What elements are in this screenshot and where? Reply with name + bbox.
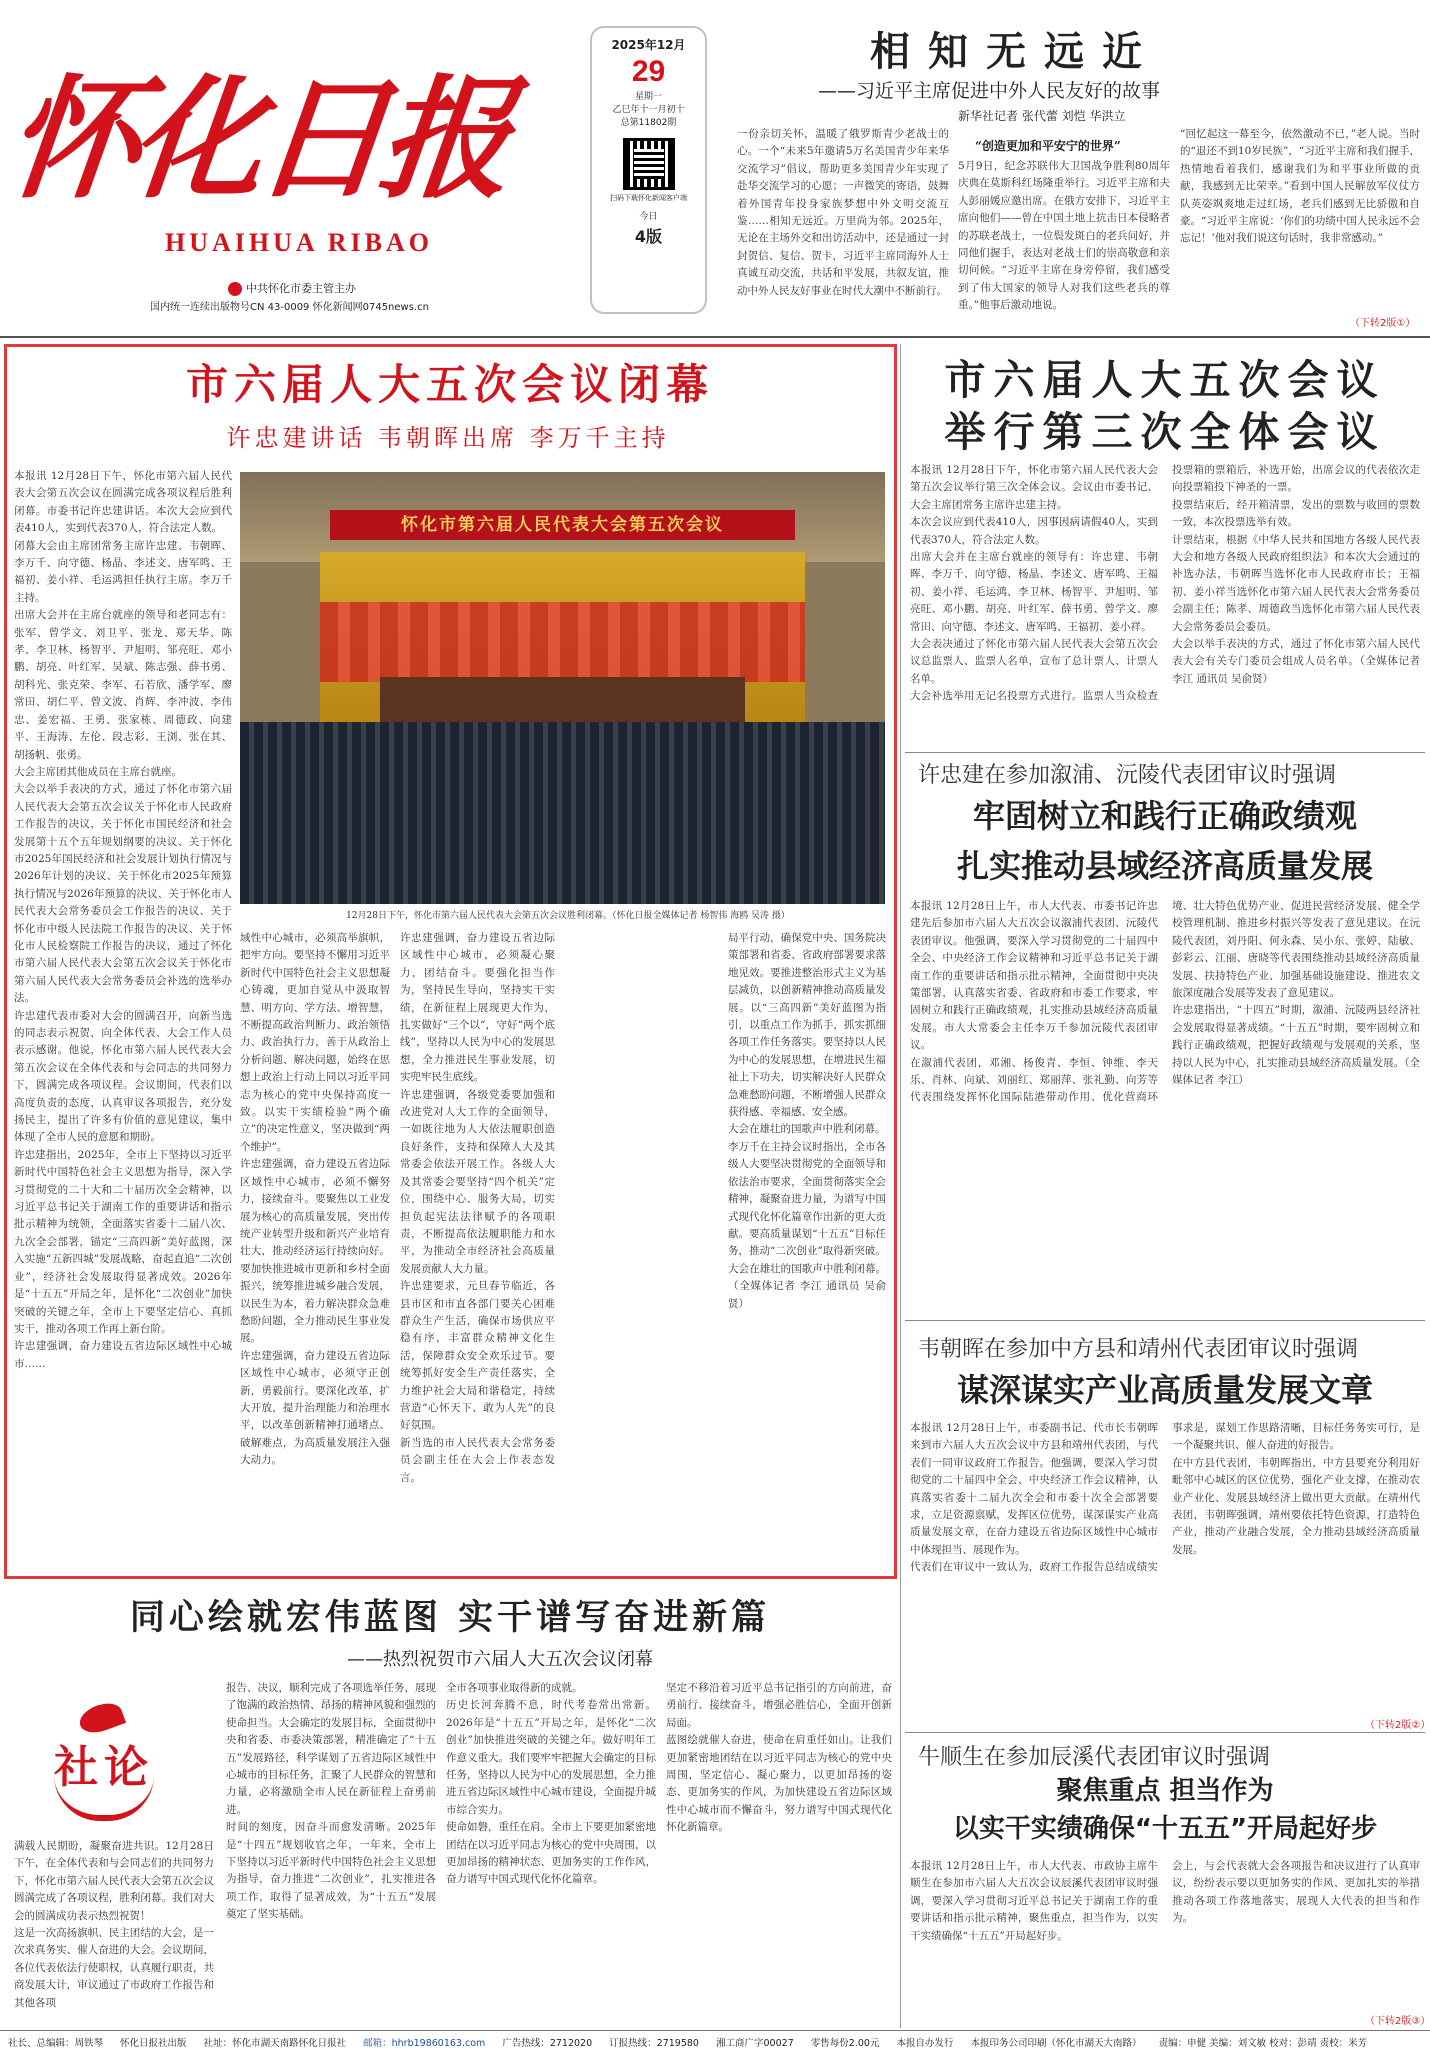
masthead-cn-line: 国内统一连续出版物号CN 43-0009 怀化新闻网0745news.cn xyxy=(150,302,429,313)
top-story-quote: “创造更加和平安宁的世界” xyxy=(975,139,1121,153)
qr-code-icon[interactable] xyxy=(623,138,675,190)
footer-item: 订报热线：2719580 xyxy=(609,2038,699,2049)
editorial-title[interactable]: 同心绘就宏伟蓝图 实干谱写奋进新篇 xyxy=(129,1597,771,1638)
masthead-title: 怀化日报 xyxy=(0,62,513,217)
photo-wall-left xyxy=(240,562,320,732)
sponsor-text: 中共怀化市委主管主办 xyxy=(246,282,356,295)
today-label: 今日 xyxy=(639,212,658,222)
editorial-col1: 满载人民期盼，凝聚奋进共识。12月28日下午，在全体代表和与会同志们的共同努力下，怀化市第六届人民代表大会第五次会议圆满完成了各项议程，胜利闭幕。我们对大会的圆满成功表示热烈祝贺！ 这是一次高扬旗帜、民主团结的大会，是一次求真务实、催人奋进的大会。会议期间，各位代表依法行使职权，认真履行职责，共商发展大计，审议通过了市政府工作报告和其他各项 xyxy=(14,1840,214,2009)
footer-item: 广告热线：2712020 xyxy=(502,2038,593,2049)
right-divider-1 xyxy=(905,752,1425,753)
right-story4-body: 本报讯 12月28日上午，市人大代表、市政协主席牛顺生在参加市六届人大五次会议辰溪代表团审议时强调，要深入学习贯彻习近平总书记关于湖南工作的重要讲话和指示批示精神，聚焦重点，担当作为，以实干实绩确保“十五五”开局起好步。 会上，与会代表就大会各项报告和决议进行了认真审议，纷纷表示要以更加务实的作风、更加扎实的举措推动各项工作落地落实，展现人大代表的担当和作为。 xyxy=(910,1860,1420,1942)
footer-email[interactable]: 邮箱：hhrb19860163.com xyxy=(363,2038,486,2049)
lead-story-col-mid2-b xyxy=(565,930,720,1570)
top-story-col1: 一份亲切关怀，温暖了俄罗斯青少老战士的心。一个“未来5年邀请5万名美国青少年来华交流学习”倡议，帮助更多美国青少年实现了赴华交流学习的心愿；一声微笑的寄语，鼓舞着外国青年投身家族梦想中外文明交流互鉴……相知无远近。万里尚为邻。2025年，无论在主场外交和出访活动中，还是通过一封封贺信、复信、贺卡，习近平主席同海外人士真诚互动交流，共话和平发展，共叙友谊，推动中外人民友好事业在时代大潮中不断前行。 xyxy=(737,128,949,297)
footer-item: 责编：申健 美编：刘文敏 校对：彭靖 责校：米芳 xyxy=(1158,2038,1368,2049)
right-story3-title[interactable]: 谋深谋实产业高质量发展文章 xyxy=(956,1371,1373,1409)
right-story3-continue[interactable]: （下转2版②） xyxy=(1365,1720,1430,1731)
right-story4-title-line2[interactable]: 以实干实绩确保“十五五”开局起好步 xyxy=(952,1814,1378,1844)
footer-item: 本报自办发行 xyxy=(896,2038,954,2049)
photo-audience xyxy=(240,722,885,904)
date-box xyxy=(590,26,707,314)
footer-item: 湘工商广字00027 xyxy=(716,2038,794,2049)
masthead-pinyin: HUAIHUA RIBAO xyxy=(165,228,433,257)
footer-item: 社址：怀化市湖天南路怀化日报社 xyxy=(203,2038,347,2049)
footer-item: 本报印务公司印刷（怀化市湖天大南路） xyxy=(970,2038,1142,2049)
page-count: 4版 xyxy=(634,227,663,246)
right-story3-body: 本报讯 12月28日上午，市委副书记、代市长韦朝晖来到市六届人大五次会议中方县和靖州代表团，与代表们一同审议政府工作报告。他强调，要深入学习贯彻党的二十届四中全会、中央经济工作会议精神，认真落实省委十二届九次全会和市委十次全会部署要求，立足资源禀赋，发挥区位优势，谋深谋实产业高质量发展文章，在奋力建设五省边际区域性中心城市中体现担当、展现作为。 代表们在审议中一致认为，政府工作报告总结成绩实事求是，谋划工作思路清晰，目标任务务实可行，是一个凝聚共识、催人奋进的好报告。 在中方县代表团，韦朝晖指出，中方县要充分利用好毗邻中心城区的区位优势，强化产业支撑，在推动农业产业化、发展县域经济上做出更大贡献。在靖州代表团，韦朝晖强调，靖州要依托特色资源，打造特色产业，推动产业融合发展，全力推动县域经济高质量发展。 xyxy=(910,1422,1420,1574)
right-story2-kicker: 许忠建在参加溆浦、沅陵代表团审议时强调 xyxy=(918,763,1337,788)
lunar-date: 乙巳年十一月初十 xyxy=(612,105,685,115)
session-photo xyxy=(240,472,885,904)
editorial-badge-text: 社论 xyxy=(54,1742,154,1793)
right-story4-kicker: 牛顺生在参加辰溪代表团审议时强调 xyxy=(918,1745,1271,1770)
top-story-col3: “回忆起这一幕至今，依然激动不已，”老人说。当时的“退还不到10岁民族”，“习近平主席和我们握手，热情地看着我们，感谢我们为和平事业所做的贡献，我感到无比荣幸。”看到中国人民解放军仪仗方队英姿飒爽地走过红场，老兵们感到无比骄傲和自豪。“习近平主席说：‘你们的功绩中国人民永远不会忘记！’他对我们说这句话时，我非常感动。” xyxy=(1180,128,1420,245)
right-story2-title-line1[interactable]: 牢固树立和践行正确政绩观 xyxy=(972,797,1357,835)
photo-caption: 12月28日下午，怀化市第六届人民代表大会第五次会议胜利闭幕。（怀化日报全媒体记者 杨智伟 海鸥 吴涛 摄） xyxy=(346,911,790,921)
lead-story-col-mid2-a: 许忠建强调，奋力建设五省边际区域性中心城市，必须凝心聚力，团结奋斗。要强化担当作为，坚持民生导向，坚持实干实绩，在新征程上展现更大作为，扎实做好“三个以”，守好“两个底线”，坚持以人民为中心的发展思想，全力推进民生事业发展，切实兜牢民生底线。 许忠建强调，各级党委要加强和改进党对人大工作的全面领导，一如既往地为人大依法履职创造良好条件，支持和保障人大及其常委会依法开展工作。各级人大及其常委会要坚持“四个机关”定位，围绕中心、服务大局，切实担负起宪法法律赋予的各项职责，不断提高依法履职能力和水平，为推动全市经济社会高质量发展贡献人大力量。 许忠建要求，元旦春节临近，各县市区和市直各部门要关心困难群众生产生活，确保市场供应平稳有序，丰富群众精神文化生活，保障群众安全欢乐过节。要统筹抓好安全生产责任落实，全力维护社会大局和谐稳定，持续营造“心怀天下、敢为人先”的良好氛围。 新当选的市人民代表大会常务委员会副主任在大会上作表态发言。 xyxy=(400,932,555,1484)
qr-note: 扫码下载怀化新闻客户端 xyxy=(610,194,687,202)
right-divider-3 xyxy=(905,1732,1425,1733)
top-story-col2: 5月9日，纪念苏联伟大卫国战争胜利80周年庆典在莫斯科红场隆重举行。习近平主席和夫人彭丽媛应邀出席。在俄方安排下，习近平主席向他们——曾在中国土地上抗击日本侵略者的苏联老战士，一位鬓发斑白的老兵问好，并同他们握手，表达对老战士们的崇高敬意和亲切问候。“习近平主席在身旁停留，我们感受到了伟大国家的领导人对我们这些老兵的尊重。”他事后激动地说。 xyxy=(958,160,1170,312)
photo-banner: 怀化市第六届人民代表大会第五次会议 xyxy=(330,510,795,540)
footer xyxy=(0,2030,1430,2051)
masthead-divider xyxy=(0,336,1430,338)
editorial-subtitle: ——热烈祝贺市六届人大五次会议闭幕 xyxy=(347,1649,653,1670)
footer-item: 零售每份2.00元 xyxy=(810,2038,880,2049)
editorial-col4: 坚定不移沿着习近平总书记指引的方向前进，奋勇前行、接续奋斗，增强必胜信心，全面开创新局面。 蓝图绘就催人奋进，使命在肩重任如山。让我们更加紧密地团结在以习近平同志为核心的党中央周围，坚定信心、凝心聚力，以更加昂扬的姿态、更加务实的作风，为加快建设五省边际区域性中心城市而不懈奋斗，努力谱写中国式现代化怀化新篇章。 xyxy=(666,1682,892,1834)
lead-story-subtitle: 许忠建讲话 韦朝晖出席 李万千主持 xyxy=(226,424,670,452)
weekday: 星期一 xyxy=(634,92,662,102)
column-divider xyxy=(900,344,901,2028)
lead-story-col-left: 本报讯 12月28日下午，怀化市第六届人民代表大会第五次会议在圆满完成各项议程后胜利闭幕。市委书记许忠建讲话。本次大会应到代表410人，实到代表370人，符合法定人数。 闭幕大会由主席团常务主席许忠建、韦朝晖、李万千、向守德、杨晶、李述文、唐军鸣、王福初、姜小祥、毛运鸿担任执行主席。李万千主持。 出席大会并在主席台就座的领导和老同志有：张军、曾学文、刘卫平、张龙、郑天华、陈孝、李卫林、杨智平、尹旭明、邹亮旺、邓小鹏、胡亮、叶红军、吴斌、陈志强、薛书勇、胡科光、张克荣、李军、石若欣、潘学军、廖常田、胡仁平、曾文波、肖辉、李冲波、李伟忠、姜宏福、王勇、张家栋、周德政、向建平、王海涛、左伦、段志彩、王浏、张在其、胡扬帆、张勇。 大会主席团其他成员在主席台就座。 大会以举手表决的方式，通过了怀化市第六届人民代表大会第五次会议关于怀化市人民政府工作报告的决议，关于怀化市国民经济和社会发展第十五个五年规划纲要的决议、关于怀化市2025年国民经济和社会发展计划执行情况与2026年计划的决议、关于怀化市2025年预算执行情况与2026年预算的决议、关于怀化市人民代表大会常务委员会工作报告的决议、关于怀化市中级人民法院工作报告的决议、关于怀化市人民检察院工作报告的决议，通过了怀化市第六届人民代表大会第五次会议关于怀化市第六届人民代表大会常务委员会补选的选举办法。 许忠建代表市委对大会的圆满召开，向新当选的同志表示祝贺，向全体代表、大会工作人员表示感谢。他说，怀化市第六届人民代表大会第五次会议在全体代表和与会同志的共同努力下，圆满完成各项议程。会议期间，代表们以高度负责的态度，认真审议各项报告，充分发扬民主，提出了许多有价值的意见建议，集中体现了全市人民的意愿和期盼。 许忠建指出，2025年，全市上下坚持以习近平新时代中国特色社会主义思想为指导，深入学习贯彻党的二十大和二十届历次全会精神，以习近平总书记关于湖南工作的重要讲话和指示批示精神为统领，全面落实省委十二届八次、九次全会部署，锚定“三高四新”美好蓝图，深入实施“五新四城”发展战略，奋起直追“二次创业”，经济社会发展取得显著成效。2026年是“十五五”开局之年，是怀化“二次创业”加快突破的关键之年，全市上下要坚定信心、真抓实干，推动各项工作再上新台阶。 许忠建强调，奋力建设五省边际区域性中心城市…… xyxy=(14,470,232,1370)
top-story-byline: 新华社记者 张代蕾 刘恺 华洪立 xyxy=(958,109,1126,123)
editorial-badge xyxy=(24,1705,184,1825)
editorial-col2: 报告、决议，顺利完成了各项选举任务，展现了饱满的政治热情、昂扬的精神风貌和强烈的使命担当。大会确定的发展目标，全面贯彻中央和省委、市委决策部署，精准确定了“十五五”发展路径，科学谋划了五省边际区域性中心城市的目标任务，汇聚了人民群众的智慧和力量，必将激励全市人民在新征程上奋勇前进。 时间的刻度，因奋斗而愈发清晰。2025年是“十四五”规划收官之年，一年来，全市上下坚持以习近平新时代中国特色社会主义思想为指导，奋力推进“二次创业”，扎实推进各项工作，取得了显著成效，为“十五五”发展奠定了坚实基础。 xyxy=(226,1682,436,1921)
top-story-title[interactable]: 相知无远近 xyxy=(870,29,1160,75)
footer-item: 怀化日报社出版 xyxy=(120,2038,187,2049)
right-story1-body: 本报讯 12月28日下午，怀化市第六届人民代表大会第五次会议举行第三次全体会议。会议由市委书记、大会主席团常务主席许忠建主持。 本次会议应到代表410人，因事因病请假40人，实到代表370人，符合法定人数。 出席大会并在主席台就座的领导有：许忠建、韦朝晖、李万千、向守德、杨晶、李述文、唐军鸣、王福初、姜小祥、毛运鸿、李卫林、杨智平、尹旭明、邹亮旺、邓小鹏、胡亮、叶红军、薛书勇、曾学文、廖常田、向守德、李述文、唐军鸣、王福初、姜小祥。 大会表决通过了怀化市第六届人民代表大会第五次会议总监票人、监票人名单，宣布了总计票人、计票人名单。 大会补选举用无记名投票方式进行。监票人当众检查投票箱的票箱后，补选开始，出席会议的代表依次走向投票箱投下神圣的一票。 投票结束后，经开箱清票，发出的票数与收回的票数一致，本次投票选举有效。 计票结束，根据《中华人民共和国地方各级人民代表大会和地方各级人民政府组织法》和本次大会通过的补选办法，韦朝晖当选怀化市人民政府市长；王福初、姜小祥当选怀化市第六届人民代表大会常务委员会副主任；陈孝、周德政当选怀化市第六届人民代表大会常务委员会委员。 大会以举手表决的方式，通过了怀化市第六届人民代表大会有关专门委员会组成人员名单。（全媒体记者 李江 通讯员 吴俞贤） xyxy=(910,464,1420,703)
right-story2-body: 本报讯 12月28日上午，市人大代表、市委书记许忠建先后参加市六届人大五次会议溆浦代表团、沅陵代表团审议。他强调，要深入学习贯彻党的二十届四中全会、中央经济工作会议精神和习近平总书记关于湖南工作的重要讲话和指示批示精神，全面贯彻中央决策部署，认真落实省委、省政府和市委工作要求，牢固树立和践行正确政绩观，扎实推动县域经济高质量发展。市人大常委会主任李万千参加沅陵代表团审议。 在溆浦代表团，邓湘、杨俊青、李恒、钟维、李天乐、肖林、向斌、刘丽红、郑丽萍、张礼勤、向芳等代表围绕发挥怀化国际陆港带动作用、优化营商环境、壮大特色优势产业、促进民营经济发展、健全学校管理机制、推进乡村振兴等发表了意见建议。在沅陵代表团，刘丹阳、何永森、吴小东、张婷、陆敏、彭彩云、江丽、唐晓等代表围绕推动县域经济高质量发展、扶持特色产业、加强基础设施建设、推进农文旅深度融合发展等发表了意见建议。 许忠建指出，“十四五”时期，溆浦、沅陵两县经济社会发展取得显著成绩。“十五五”时期，要牢固树立和践行正确政绩观，把握好政绩观与发展观的关系，坚持以人民为中心，扎实推动县域经济高质量发展。（全媒体记者 李江） xyxy=(910,900,1420,1104)
right-story3-kicker: 韦朝晖在参加中方县和靖州代表团审议时强调 xyxy=(918,1337,1359,1362)
photo-flags xyxy=(320,602,805,682)
top-story-continue[interactable]: （下转2版①） xyxy=(1350,318,1416,329)
right-story2-title-line2[interactable]: 扎实推动县域经济高质量发展 xyxy=(956,847,1373,885)
right-story4-continue[interactable]: （下转2版③） xyxy=(1365,2016,1430,2027)
day: 29 xyxy=(631,55,666,88)
lead-story-col-mid1: 域性中心城市，必须高举旗帜，把牢方向。要坚持不懈用习近平新时代中国特色社会主义思想凝心铸魂，更加自觉从中汲取智慧、明方向、学方法、增智慧，不断提高政治判断力、政治领悟力、政治执行力，善于从政治上分析问题、解决问题，始终在思想上政治上行动上同以习近平同志为核心的党中央保持高度一致。以实干实绩检验“两个确立”的决定性意义，坚决做到“两个维护”。 许忠建强调，奋力建设五省边际区域性中心城市，必须不懈努力，接续奋斗。要聚焦以工业发展为核心的高质量发展，突出传统产业转型升级和新兴产业培育壮大，推动经济运行持续向好。要加快推进城市更新和乡村全面振兴，统筹推进城乡融合发展，以民生为本，着力解决群众急难愁盼问题，全力推动民生事业发展。 许忠建强调，奋力建设五省边际区域性中心城市，必须守正创新，勇毅前行。要深化改革，扩大开放，提升治理能力和治理水平，以改革创新精神打通堵点、破解难点，为高质量发展注入强大动力。 xyxy=(240,932,390,1467)
issue-number: 总第11802期 xyxy=(620,118,677,128)
right-story1-title-line1[interactable]: 市六届人大五次会议 xyxy=(944,356,1386,404)
right-story4-title-line1[interactable]: 聚焦重点 担当作为 xyxy=(1056,1776,1274,1806)
masthead-sponsor xyxy=(228,280,356,296)
year-month: 2025年12月 xyxy=(611,38,686,52)
party-emblem-icon xyxy=(228,282,242,296)
top-story-subtitle: ——习近平主席促进中外人民友好的故事 xyxy=(818,80,1161,102)
lead-story-title[interactable]: 市六届人大五次会议闭幕 xyxy=(185,360,714,409)
right-divider-2 xyxy=(905,1320,1425,1321)
editorial-col3: 全市各项事业取得新的成就。 历史长河奔腾不息，时代考卷常出常新。2026年是“十五五”开局之年，是怀化“二次创业”加快推进突破的关键之年。做好明年工作意义重大。我们要牢牢把握大会确定的目标任务，坚持以人民为中心的发展思想，全力推进五省边际区域性中心城市建设，全面提升城市综合实力。 使命如磐，重任在肩。全市上下要更加紧密地团结在以习近平同志为核心的党中央周围，以更加昂扬的精神状态、更加务实的工作作风，奋力谱写中国式现代化怀化篇章。 xyxy=(446,1682,656,1886)
photo-wall-right xyxy=(805,562,885,732)
lead-story-col-right: 局平行动，确保党中央、国务院决策部署和省委、省政府部署要求落地见效。要推进整治形式主义为基层减负，以创新精神推动高质量发展。以“三高四新”美好蓝图为指引，以重点工作为抓手，抓实抓细各项工作任务落实。要坚持以人民为中心的发展思想，在增进民生福祉上下功夫，切实解决好人民群众急难愁盼问题，不断增强人民群众获得感、幸福感、安全感。 大会在雄壮的国歌声中胜利闭幕。 李万千在主持会议时指出，全市各级人大要坚决贯彻党的全面领导和依法治市要求，全面贯彻落实全会精神，凝聚奋进力量，为谱写中国式现代化怀化篇章作出新的更大贡献。要高质量谋划“十五五”目标任务，推动“二次创业”取得新突破。 大会在雄壮的国歌声中胜利闭幕。（全媒体记者 李江 通讯员 吴俞贤） xyxy=(728,932,886,1310)
arc-icon xyxy=(54,1775,154,1821)
footer-item: 社长、总编辑：周铁琴 xyxy=(8,2038,104,2049)
right-story1-title-line2[interactable]: 举行第三次全体会议 xyxy=(944,408,1386,456)
